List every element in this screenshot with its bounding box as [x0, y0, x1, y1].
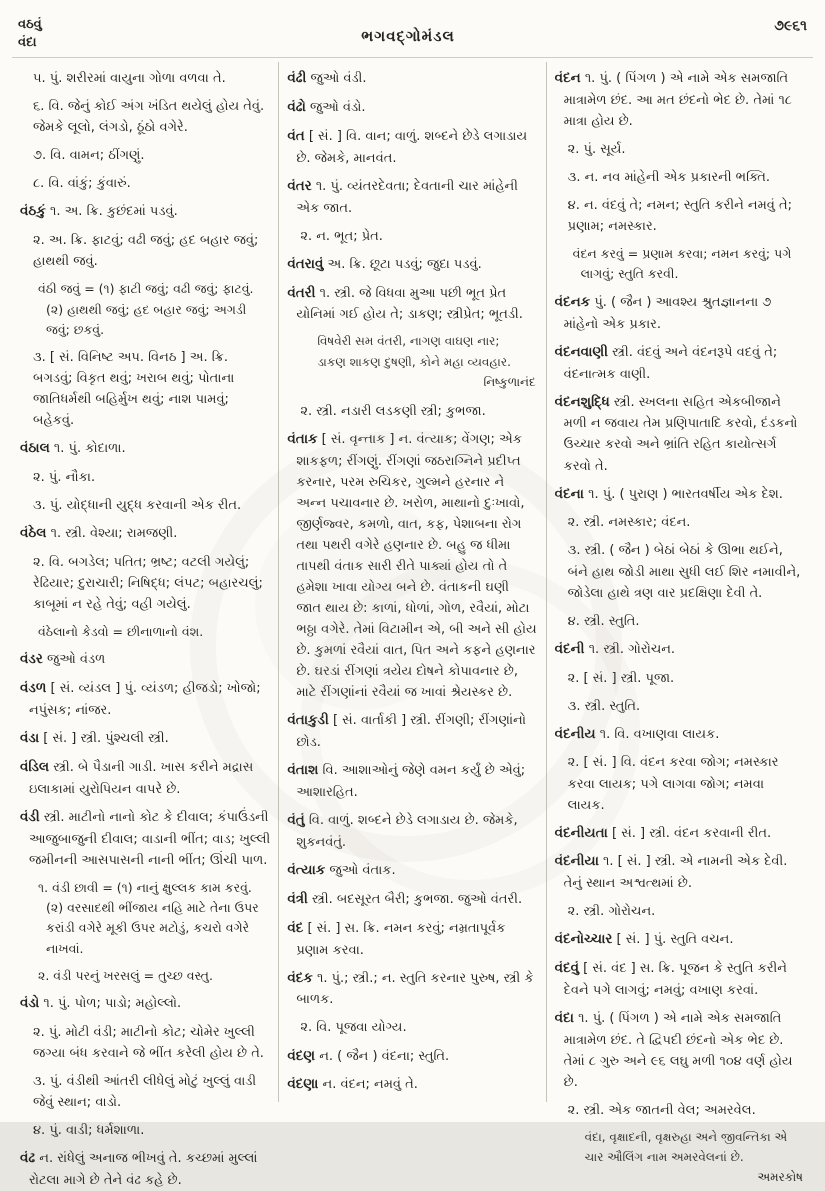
page-title: ભગવદ્ગોમંડલ: [361, 26, 455, 45]
dictionary-entry: [287, 889, 537, 911]
entry-text: [ સં. વ્યંડલ ] પું. વ્યંડળ; હીજડો; ખોજો; નપુંસક; નાંજર.: [29, 681, 261, 719]
attr-line: [555, 1168, 803, 1187]
sense-line: [287, 226, 537, 247]
attr-line: [287, 373, 535, 392]
entry-text: [ સં. વંદ ] સ. ક્રિ. પૂજન કે સ્તુતિ કરીને દેવને પગે લાગવું; નમવું; વખાણ કરવાં.: [563, 961, 787, 999]
entry-text: ૨. અ. ક્રિ. ફાટવું; વઢી જવું; હદ બહાર જવું; હાથથી જવું.: [33, 233, 259, 270]
dictionary-entry: [287, 810, 537, 853]
entry-text: ૨. વંડી પરનું ખરસલું = તુચ્છ વસ્તુ.: [38, 967, 213, 983]
sense-line: [20, 68, 270, 89]
dictionary-entry: [287, 710, 537, 753]
idiom-line: [20, 966, 270, 986]
dictionary-entry: [555, 1008, 805, 1093]
entry-text: વિ. આશાઓનું જેણે વમન કર્યું છે એવું; આશારહિત.: [296, 763, 526, 800]
dictionary-entry: [287, 860, 537, 882]
entry-text: ૧. પું.; સ્ત્રી.; ન. સ્તુતિ કરનાર પુરુષ, સ્ત્રી કે બાળક.: [296, 970, 534, 1008]
dictionary-entry: [287, 968, 537, 1011]
entry-headword: વંઢી: [287, 70, 307, 87]
entry-headword: વંદનીયતા: [554, 824, 608, 841]
entry-text: ૨. સ્ત્રી. એક જાતની વેલ; અમરવેલ.: [567, 1103, 756, 1119]
entry-text: ૭. વિ. વામન; ઠીંગણું.: [33, 148, 145, 164]
entry-text: સ્ત્રી. બે પૈડાની ગાડી. ખાસ કરીને મદ્રાસ ઇલાકામાં યુરોપિયન વાપરે છે.: [29, 760, 254, 797]
dictionary-entry: [20, 807, 270, 871]
dictionary-entry: [555, 484, 805, 506]
entry-headword: વંતાક: [287, 430, 318, 447]
dictionary-entry: [287, 68, 537, 90]
sense-line: [287, 1017, 537, 1038]
entry-text: [ સં. ] સ્ત્રી. પુંશ્ચલી સ્ત્રી.: [43, 731, 169, 747]
entry-text: ૧. સ્ત્રી. વેશ્યા; રામજણી.: [50, 526, 178, 542]
dictionary-entry: [555, 929, 805, 951]
entry-text: જુઓ વંડો.: [309, 99, 366, 115]
sense-line: [555, 901, 805, 922]
entry-text: સ્ત્રી. વંદવું અને વંદનરૂપે વદવું તે; વંદનાત્મક વાણી.: [563, 344, 778, 382]
entry-text: ૨. ન. ભૂત; પ્રેત.: [300, 228, 383, 244]
entry-text: વંઠેલાનો કેડવો = છીનાળાનો વંશ.: [38, 624, 204, 640]
entry-text: ૩. પું. વંડીથી આંતરી લીધેલું મોટું ખુલ્લું વાડી જેવું સ્થાન; વાડો.: [33, 1074, 257, 1111]
entry-text: નિષ્કુળાનંદ: [483, 375, 536, 390]
dictionary-entry: [287, 760, 537, 803]
guide-word-bottom: વંદા: [18, 34, 37, 50]
entry-text: ૬. વિ. જેનું કોઈ અંગ ખંડિત થયેલું હોય તેવું. જેમકે લૂલો, લંગડો, ઠૂંઠો વગેરે.: [33, 99, 265, 136]
sense-line: [287, 401, 537, 422]
sense-line: [20, 1120, 270, 1141]
entry-text: ૫. પું. શરીરમાં વાયુના ગોળા વળવા તે.: [33, 71, 226, 87]
entry-text: ૧. પું. ( પિંગળ ) એ નામે એક સમજાતિ માત્રામેળ છંદ. તે દ્વિપદી છંદનો એક ભેદ છે. તેમાં ૮ ગુરુ અને ૯૬ લઘુ મળી ૧૦૪ વર્ણ હોય છે.: [563, 1011, 793, 1091]
entry-text: ૩. [ સં. વિનિષ્ટ અપ. વિનઠ ] અ. ક્રિ. બગડવું; વિકૃત થવું; ખરાબ થવું; પોતાના જાતિધર્મથી બહિર્મુખ થવું; નાશ પામવું; બહેકવું.: [33, 350, 235, 429]
dictionary-entry: [20, 649, 270, 671]
entry-text: જુઓ વંડળ: [46, 652, 106, 668]
entry-text: વંદા, વૃક્ષાદની, વૃક્ષરુહા અને જીવન્તિકા એ ચાર ઔલિંગ નામ અમરવેલનાં છે.: [584, 1130, 788, 1164]
dictionary-entry: [287, 283, 537, 326]
entry-text: ૧. પું. ( પુરાણ ) ભારતવર્ષીય એક દેશ.: [588, 486, 783, 502]
entry-headword: વંતાકુડી: [287, 712, 329, 729]
entry-text: ન. વંદન; નમવું તે.: [322, 1077, 418, 1093]
entry-headword: વંદ: [287, 919, 304, 936]
entry-text: જુઓ વંડી.: [310, 71, 367, 87]
sense-line: [555, 139, 805, 160]
entry-text: સ્ત્રી. બદસૂરત બૈરી; કુભજા. જુઓ વંતરી.: [312, 891, 523, 907]
entry-text: ન. રાંધેલું અનાજ ભીખવું તે. કચ્છમાં મુલ્લાં રોટલા માગે છે તેને વંઢ કહે છે.: [29, 1151, 258, 1189]
dictionary-entry: [555, 292, 805, 335]
entry-text: પું. ( જૈન ) આવશ્ય શ્રુતજ્ઞાનના ૭ માંહેનો એક પ્રકાર.: [563, 294, 772, 332]
sense-line: [555, 512, 805, 533]
idiom-line: [20, 622, 270, 642]
verse-line: [555, 1128, 805, 1167]
entry-headword: વંદનીય: [554, 725, 596, 742]
entry-headword: વંઠેલ: [20, 525, 47, 542]
entry-headword: વંદનશુદ્ધિ: [554, 393, 610, 410]
entry-headword: વંડા: [20, 730, 40, 747]
idiom-line: [20, 878, 270, 959]
entry-text: વંઠી જવું = (૧) ફાટી જવું; વઢી જવું; ફાટવું. (૨) હાથથી જવું; હદ બહાર જવું; અગડી જવું; છકવું.: [38, 281, 254, 337]
sense-line: [555, 668, 805, 689]
entry-headword: વંદની: [554, 640, 585, 657]
dictionary-entry: [20, 728, 270, 750]
sense-line: [20, 1071, 270, 1113]
entry-headword: વંતાશ: [287, 762, 319, 779]
dictionary-entry: [555, 639, 805, 661]
dictionary-entry: [20, 1148, 270, 1191]
guide-word-top: વઠવું: [18, 17, 42, 32]
entry-text: ૨. વિ. બગડેલ; પતિત; ભ્રષ્ટ; વટલી ગયેલું; રેઢિયાર; દુરાચારી; નિષિદ્ધ; લંપટ; બહારચલું; કાબૂમાં ન રહે તેવું; વહી ગયેલું.: [33, 555, 263, 613]
entry-text: ૧. વિ. વખાણવા લાયક.: [599, 726, 720, 742]
entry-headword: વંડિલ: [20, 759, 50, 776]
entry-headword: વંતરી: [287, 284, 316, 301]
sense-line: [20, 173, 270, 194]
idiom-line: [555, 244, 805, 285]
entry-headword: વંદના: [554, 485, 584, 502]
entry-headword: વંદનીયા: [554, 853, 599, 870]
entry-headword: વંતું: [287, 812, 305, 829]
entry-headword: વંડો: [20, 995, 40, 1012]
entry-text: ૨. પું. સૂર્ય.: [567, 142, 626, 158]
entry-text: ૩. પું. યોદ્ધાની યુદ્ધ કરવાની એક રીત.: [33, 498, 242, 514]
entry-text: ૨. [ સં. ] સ્ત્રી. પૂજા.: [567, 670, 675, 686]
entry-headword: વંદનવાણી: [554, 343, 609, 360]
entry-text: [ સં. ] વિ. વાન; વાળું. શબ્દને છેડે લગાડાય છે. જેમકે, માનવંત.: [296, 128, 528, 166]
entry-headword: વંડર: [20, 651, 43, 668]
dictionary-entry: [20, 438, 270, 460]
dictionary-entry: [287, 918, 537, 961]
sense-line: [20, 230, 270, 272]
entry-text: ૨. પું. નૌકા.: [33, 470, 96, 486]
entry-text: ૧. સ્ત્રી. ગોરોચન.: [588, 641, 676, 657]
dictionary-entry: [555, 958, 805, 1001]
entry-headword: વંઠાલ: [20, 440, 50, 457]
entry-headword: વંદન: [554, 70, 581, 87]
entry-headword: વંદણ: [287, 1047, 316, 1064]
entry-headword: વંઢ: [20, 1150, 36, 1167]
dictionary-entry: [287, 1074, 537, 1096]
entry-text: ૪. સ્ત્રી. સ્તુતિ.: [567, 613, 640, 629]
sense-line: [555, 611, 805, 632]
entry-text: ૧. પું. કોદાળા.: [53, 441, 126, 457]
entry-text: ૩. ન. નવ માંહેની એક પ્રકારની ભક્તિ.: [567, 170, 770, 186]
entry-text: સ્ત્રી. સ્ખલના સહિત એકબીજાને મળી ન જવાય તેમ પ્રણિપાતાદિ કરવો, દંડકનો ઉચ્ચાર કરવો અને ભ્રાંતિ રહિત કાયોત્સર્ગ કરવો તે.: [563, 394, 798, 474]
entry-text: વંદન કરવું = પ્રણામ કરવા; નમન કરવું; પગે લાગવું; સ્તુતિ કરવી.: [572, 246, 792, 282]
entry-headword: વંડી: [20, 808, 40, 825]
dictionary-entry: [555, 724, 805, 746]
sense-line: [555, 167, 805, 188]
entry-text: ૧. [ સં. ] સ્ત્રી. એ નામની એક દેવી. તેનું સ્થાન અશ્વત્થમાં છે.: [563, 854, 788, 892]
entry-text: વિ. વાળું. શબ્દને છેડે લગાડાય છે. જેમકે, શુકનવંતું.: [296, 813, 518, 850]
entry-text: સ્ત્રી. માટીનો નાનો કોટ કે દીવાલ; કંપાઉંડની આજુબાજુની દીવાલ; વાડાની ભીંત; વાડ; ખુલ્લી જમીનની આસપાસની નાની ભીંત; ઊંચી પાળ.: [29, 809, 271, 868]
entry-text: ૧. પું. પોળ; પાડો; મહોલ્લો.: [43, 996, 182, 1012]
entry-text: ૮. વિ. વાંકું; કુંવારું.: [33, 176, 131, 192]
dictionary-entry: [20, 757, 270, 800]
dictionary-entry: [555, 392, 805, 477]
sense-line: [555, 696, 805, 717]
entry-headword: વંત્રી: [287, 890, 308, 907]
entry-text: [ સં. વાર્તાકી ] સ્ત્રી. રીંગણી; રીંગણાંનો છોડ.: [296, 713, 526, 751]
entry-headword: વંત: [287, 127, 305, 144]
entry-text: ૨. સ્ત્રી. નમસ્કાર; વંદન.: [567, 515, 691, 531]
entry-text: ૧. વંડી છાવી = (૧) નાનું ક્ષુલ્લક કામ કરવું. (૨) વરસાદથી ભીંજાય નહિ માટે તેના ઉપર કરાંડી વગેરે મૂકી ઉપર મટોડું, કચરો વગેરે નાખવાં.: [38, 879, 259, 956]
entry-text: ૨. પું. મોટી વંડી; માટીનો કોટ; ચોમેર ખુલ્લી જગ્યા બંધ કરવાને જે ભીંત કરેલી હોય છે તે.: [33, 1025, 264, 1062]
column-2: [278, 62, 545, 1102]
column-3: [546, 62, 813, 1185]
entry-headword: વંદા: [554, 1010, 574, 1027]
text-columns: [12, 62, 813, 1189]
idiom-line: [20, 279, 270, 340]
entry-headword: વંઠકું: [20, 203, 46, 220]
page-number: ૭૯૬૧: [774, 18, 807, 34]
entry-text: [ સં. વૃન્તાક ] ન. વંત્યાક; વેંગણ; એક શાકફળ; રીંગણું. રીંગણાં જઠરાગ્નિને પ્રદીપ્ત કરનાર, પરમ રુચિકર, ગુલ્મને હરનાર ને અન્ન પચાવનાર છે. ખરોળ, માથાનો દુઃખાવો, જીર્ણજ્વર, કમળો, વાત, કફ, પેશાબના રોગ તથા પથરી વગેરે હણનાર છે. બહુ જ ધીમા તાપથી વંતાક સારી રીતે પાક્યાં હોય તો તે હમેશા ખાવા યોગ્ય બને છે. વંતાકની ઘણી જાત થાય છે: કાળાં, ધોળાં, ગોળ, રવૈયાં, મોટા ભઠ્ઠા વગેરે. તેમાં વિટામીન એ, બી અને સી હોય છે. કુમળાં રવૈયાં વાત, પિત અને કફને હણનાર છે. ઘરડાં રીંગણાં ત્રયેય દોષને કોપાવનાર છે, માટે રીંગણાંનાં રવૈયાં જ ખાવાં શ્રેયસ્કર છે.: [296, 431, 537, 701]
entry-text: ૧. પું. ( પિંગળ ) એ નામે એક સમજાતિ માત્રામેળ છંદ. આ મત છંદનો ભેદ છે. તેમાં ૧૮ માત્રા હોય છે.: [563, 71, 792, 129]
entry-headword: વંતર: [287, 177, 312, 194]
dictionary-entry: [20, 523, 270, 545]
entry-text: અમરકોષ: [757, 1170, 803, 1185]
dictionary-entry: [555, 851, 805, 894]
entry-text: જુઓ વંતાક.: [329, 862, 396, 878]
entry-text: વિષવેરી સમ વંતરી, નાગણ વાઘણ નાર;: [317, 334, 500, 349]
dictionary-entry: [287, 126, 537, 169]
entry-text: [ સં. ] સ. ક્રિ. નમન કરવું; નમ્રતાપૂર્વક પ્રણામ કરવા.: [296, 920, 506, 958]
entry-headword: વંદણા: [287, 1076, 319, 1093]
entry-headword: વંઢો: [287, 98, 306, 115]
entry-text: અ. ક્રિ. છૂટા પડવું; જુદા પડવું.: [327, 256, 482, 272]
entry-text: [ સં. ] સ્ત્રી. વંદન કરવાની રીત.: [612, 825, 772, 841]
dictionary-entry: [287, 254, 537, 276]
sense-line: [20, 467, 270, 488]
sense-line: [555, 752, 805, 815]
sense-line: [20, 495, 270, 516]
entry-text: ૩. સ્ત્રી. સ્તુતિ.: [567, 698, 641, 714]
dictionary-entry: [287, 1046, 537, 1068]
column-1: [12, 62, 278, 1189]
entry-headword: વંડળ: [20, 680, 47, 697]
sense-line: [20, 552, 270, 615]
entry-headword: વંદનક: [554, 293, 591, 310]
sense-line: [555, 1100, 805, 1121]
sense-line: [20, 1022, 270, 1064]
verse-line: [287, 332, 537, 351]
dictionary-entry: [287, 429, 537, 703]
guide-words: [18, 16, 42, 51]
entry-text: ૨. [ સં. ] વિ. વંદન કરવા જોગ; નમસ્કાર કરવા લાયક; પગે લાગવા જોગ; નમવા લાયક.: [567, 755, 779, 813]
sense-line: [20, 96, 270, 138]
entry-headword: વંત્યાક: [287, 861, 326, 878]
entry-headword: વંદવું: [554, 960, 580, 977]
sense-line: [20, 145, 270, 166]
entry-text: ૧. પું. વ્યંતરદેવતા; દેવતાની ચાર માંહેની એક જાત.: [296, 178, 518, 216]
entry-headword: વંદક: [287, 969, 313, 986]
entry-text: ન. ( જૈન ) વંદના; સ્તુતિ.: [319, 1048, 450, 1064]
entry-text: ૧. અ. ક્રિ. કુછંદમાં પડવું.: [49, 204, 178, 220]
entry-text: ૪. પું. વાડી; ધર્મશાળા.: [33, 1123, 145, 1139]
dictionary-entry: [555, 342, 805, 385]
dictionary-entry: [555, 68, 805, 132]
verse-line: [287, 353, 537, 372]
entry-headword: વંતરાવું: [287, 255, 324, 272]
sense-line: [555, 195, 805, 237]
entry-text: ૩. સ્ત્રી. ( જૈન ) બેઠાં બેઠાં કે ઊભા થઈને, બંને હાથ જોડી માથા સુધી લઈ શિર નમાવીને, જોડેલા હાથે ત્રણ વાર પ્રદક્ષિણા દેવી તે.: [567, 543, 801, 601]
entry-text: ૨. સ્ત્રી. નડારી લડકણી સ્ત્રી; કુભજા.: [300, 403, 486, 419]
dictionary-entry: [287, 176, 537, 219]
entry-text: ડાકણ શાકણ દુષણી, કોને મહા વ્યવહાર.: [317, 354, 511, 369]
page-header: [12, 14, 813, 58]
entry-text: [ સં. ] પું. સ્તુતિ વચન.: [616, 932, 734, 948]
entry-text: ૨. વિ. પૂજવા યોગ્ય.: [300, 1020, 407, 1036]
dictionary-entry: [555, 823, 805, 845]
dictionary-entry: [20, 993, 270, 1015]
entry-text: ૨. સ્ત્રી. ગોરોચન.: [567, 904, 656, 920]
sense-line: [20, 347, 270, 431]
dictionary-entry: [287, 97, 537, 119]
entry-text: ૧. સ્ત્રી. જે વિધવા મુઆ પછી ભૂત પ્રેત યોનિમાં ગઈ હોય તે; ડાકણ; સ્ત્રીપ્રેત; ભૂતડી.: [296, 285, 523, 323]
dictionary-entry: [20, 201, 270, 223]
entry-text: ૪. ન. વંદવું તે; નમન; સ્તુતિ કરીને નમવું તે; પ્રણામ; નમસ્કાર.: [567, 198, 792, 235]
dictionary-entry: [20, 678, 270, 721]
entry-headword: વંદનોચ્ચાર: [554, 931, 613, 948]
sense-line: [555, 540, 805, 603]
